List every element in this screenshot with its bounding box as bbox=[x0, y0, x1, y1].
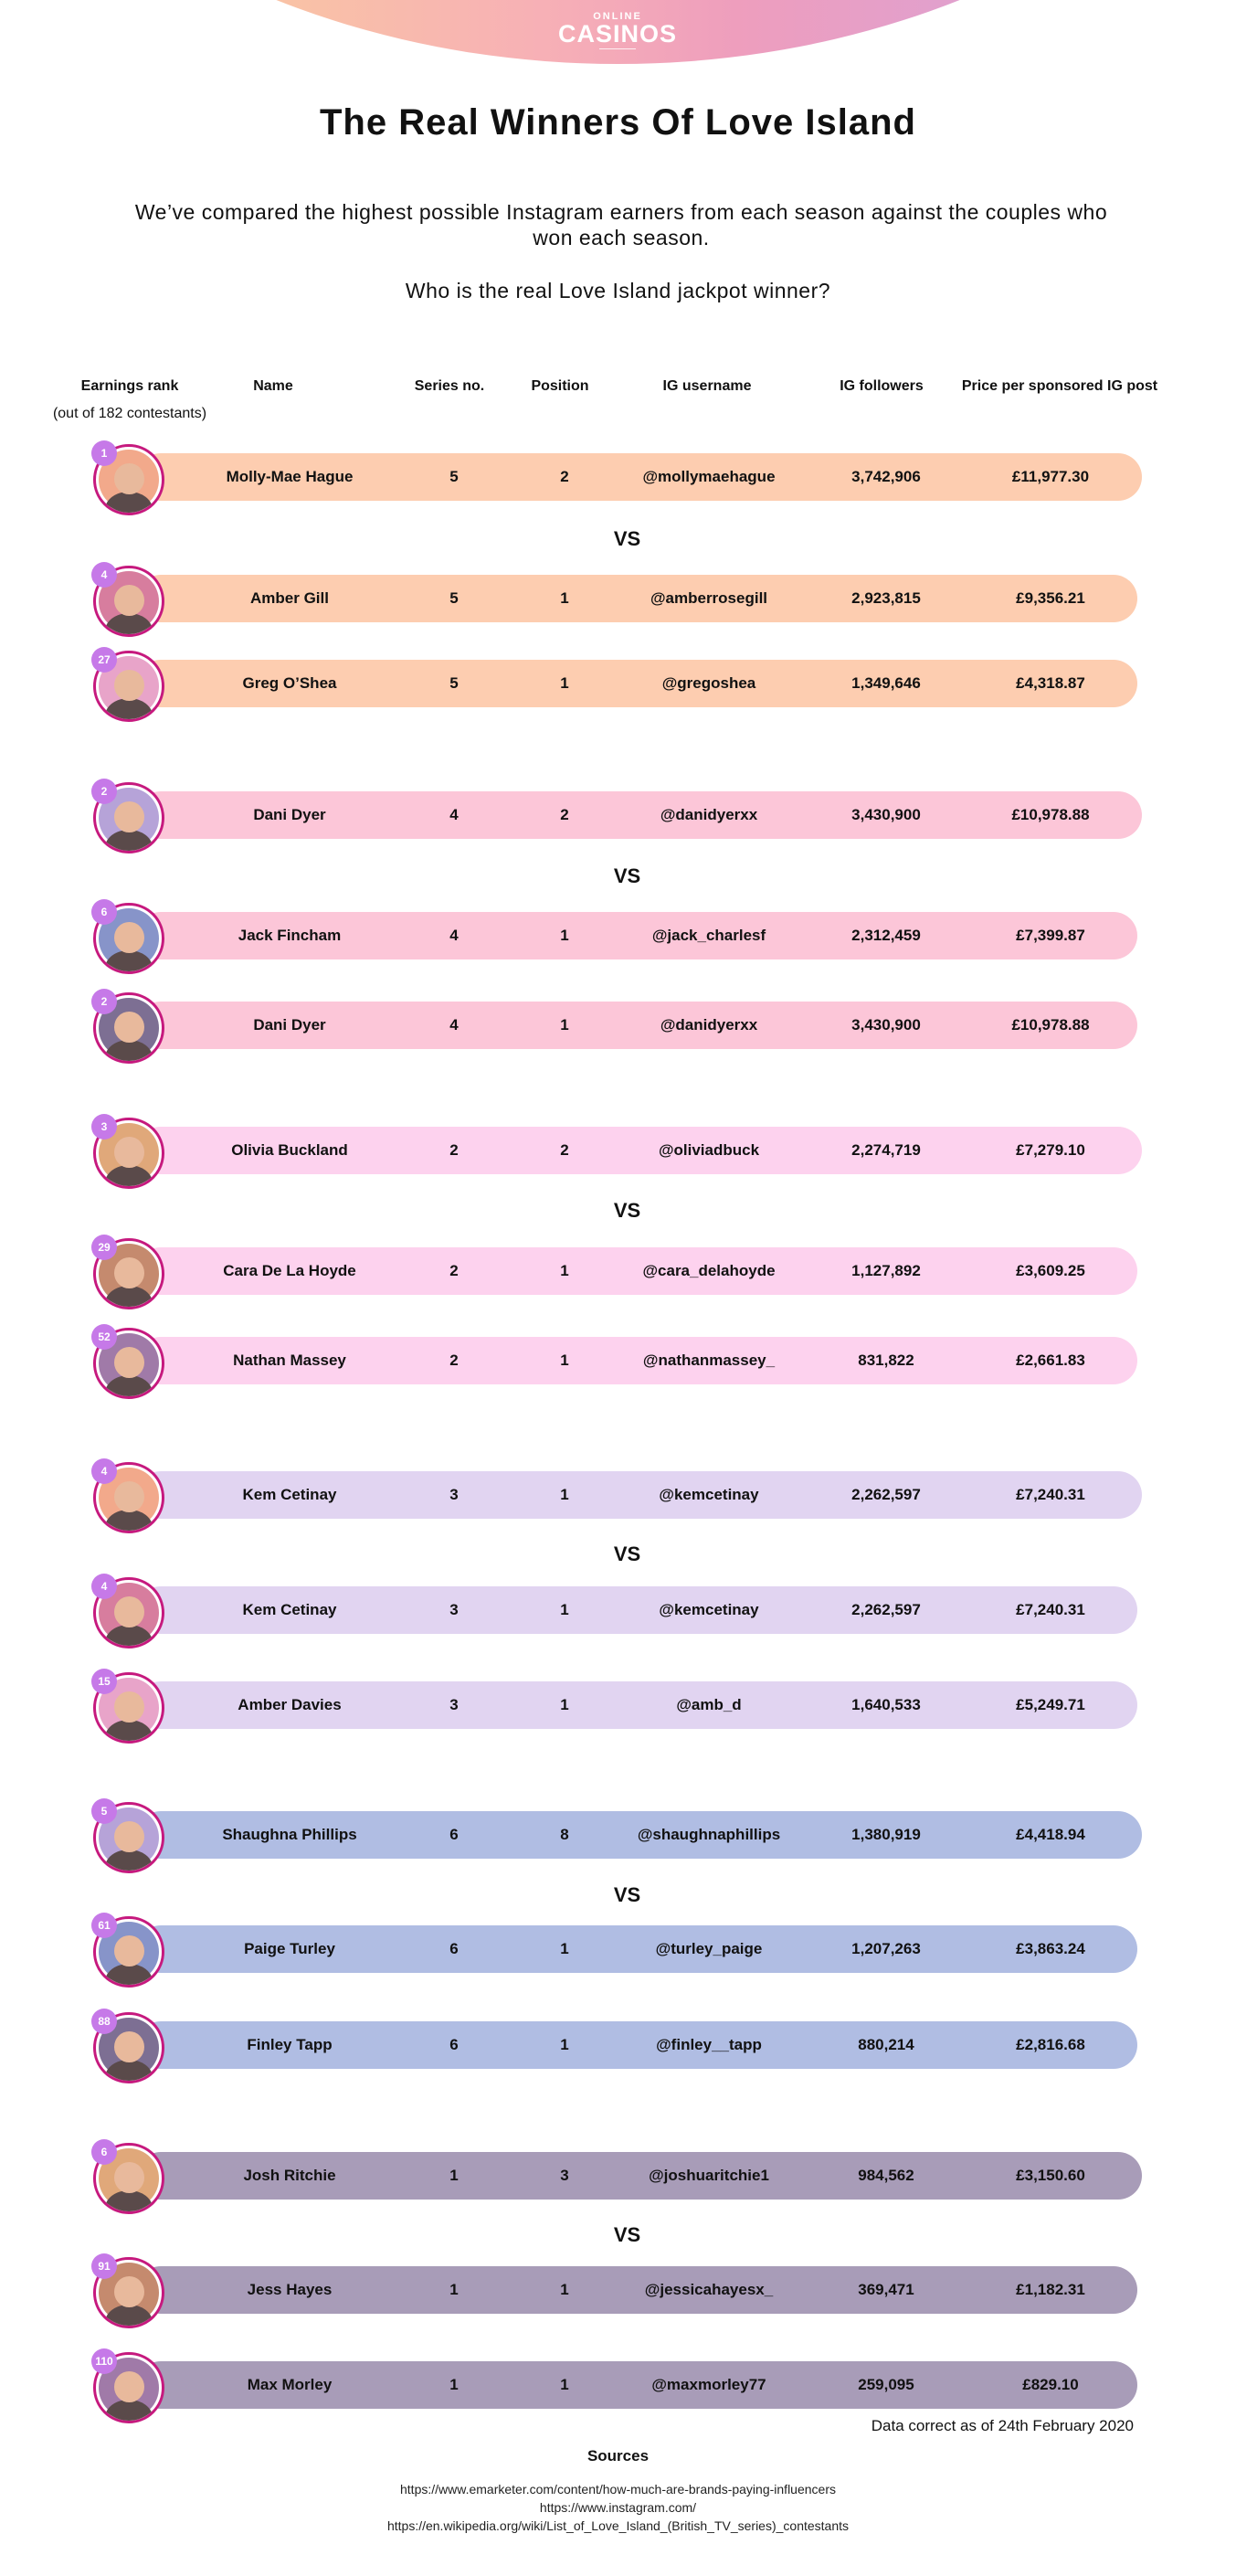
rank-badge: 3 bbox=[91, 1114, 117, 1140]
rank-badge: 52 bbox=[91, 1324, 117, 1350]
rank-badge: 110 bbox=[91, 2348, 117, 2374]
rank-badge: 5 bbox=[91, 1798, 117, 1824]
cell-name: Dani Dyer bbox=[253, 806, 326, 823]
column-header-name: Name bbox=[253, 378, 293, 394]
cell-position: 2 bbox=[560, 806, 569, 823]
avatar-face-shape bbox=[114, 1821, 144, 1852]
avatar-body-shape bbox=[105, 698, 153, 722]
rank-badge: 4 bbox=[91, 562, 117, 588]
table-row bbox=[0, 653, 1137, 707]
avatar-face-shape bbox=[114, 2031, 144, 2062]
avatar-body-shape bbox=[105, 1964, 153, 1988]
cell-username[interactable]: @oliviadbuck bbox=[658, 1141, 760, 1159]
cell-series: 2 bbox=[449, 1141, 459, 1159]
avatar-body-shape bbox=[105, 950, 153, 974]
avatar-body-shape bbox=[105, 2400, 153, 2423]
cell-position: 2 bbox=[560, 468, 569, 485]
table-row bbox=[0, 1120, 1142, 1174]
rank-badge: 6 bbox=[91, 2139, 117, 2165]
cell-series: 5 bbox=[449, 674, 459, 692]
cell-series: 3 bbox=[449, 1486, 459, 1503]
cell-followers: 1,380,919 bbox=[851, 1826, 921, 1843]
cell-followers: 369,471 bbox=[858, 2281, 914, 2298]
sources-heading: Sources bbox=[586, 2447, 650, 2465]
vs-divider: VS bbox=[613, 1199, 641, 1222]
cell-name: Dani Dyer bbox=[253, 1016, 326, 1034]
cell-username[interactable]: @amberrosegill bbox=[650, 589, 768, 607]
cell-series: 1 bbox=[449, 2167, 459, 2184]
table-row bbox=[0, 995, 1137, 1049]
rank-badge: 2 bbox=[91, 779, 117, 804]
avatar-face-shape bbox=[114, 2276, 144, 2307]
cell-position: 3 bbox=[560, 2167, 569, 2184]
avatar-face-shape bbox=[114, 1691, 144, 1723]
rank-badge: 88 bbox=[91, 2009, 117, 2034]
cell-followers: 2,262,597 bbox=[851, 1486, 921, 1503]
cell-series: 6 bbox=[449, 1940, 459, 1957]
table-row bbox=[0, 1465, 1142, 1519]
cell-followers: 1,349,646 bbox=[851, 674, 921, 692]
cell-price: £3,150.60 bbox=[1016, 2167, 1085, 2184]
cell-followers: 880,214 bbox=[858, 2036, 914, 2053]
avatar-body-shape bbox=[105, 1165, 153, 1189]
table-row bbox=[0, 1919, 1137, 1973]
table-row bbox=[0, 1675, 1137, 1729]
cell-name: Greg O’Shea bbox=[242, 674, 337, 692]
rank-badge: 91 bbox=[91, 2253, 117, 2279]
cell-series: 4 bbox=[449, 927, 459, 944]
rank-badge: 15 bbox=[91, 1669, 117, 1694]
cell-followers: 2,262,597 bbox=[851, 1601, 921, 1618]
cell-series: 5 bbox=[449, 589, 459, 607]
cell-price: £11,977.30 bbox=[1011, 468, 1090, 485]
avatar-body-shape bbox=[105, 2190, 153, 2214]
cell-name: Kem Cetinay bbox=[242, 1601, 337, 1618]
cell-followers: 2,312,459 bbox=[851, 927, 921, 944]
table-row bbox=[0, 2355, 1137, 2409]
cell-name: Nathan Massey bbox=[233, 1352, 346, 1369]
cell-followers: 1,640,533 bbox=[851, 1696, 921, 1713]
cell-username[interactable]: @shaughnaphillips bbox=[637, 1826, 781, 1843]
table-row bbox=[0, 568, 1137, 622]
cell-price: £2,816.68 bbox=[1016, 2036, 1085, 2053]
cell-series: 2 bbox=[449, 1352, 459, 1369]
cell-followers: 1,127,892 bbox=[851, 1262, 921, 1279]
cell-position: 1 bbox=[560, 674, 569, 692]
table-row bbox=[0, 1241, 1137, 1295]
column-header-followers: IG followers bbox=[840, 378, 924, 394]
source-link-instagram[interactable]: https://www.instagram.com/ bbox=[539, 2500, 697, 2515]
cell-series: 4 bbox=[449, 806, 459, 823]
cell-followers: 2,274,719 bbox=[851, 1141, 921, 1159]
avatar-body-shape bbox=[105, 1625, 153, 1648]
cell-price: £3,863.24 bbox=[1016, 1940, 1085, 1957]
avatar-body-shape bbox=[105, 1720, 153, 1744]
cell-followers: 3,430,900 bbox=[851, 806, 921, 823]
column-header-username: IG username bbox=[662, 378, 752, 394]
cell-series: 2 bbox=[449, 1262, 459, 1279]
avatar-face-shape bbox=[114, 1012, 144, 1043]
cell-price: £3,609.25 bbox=[1016, 1262, 1085, 1279]
cell-position: 1 bbox=[560, 1601, 569, 1618]
rank-badge: 1 bbox=[91, 440, 117, 466]
avatar-body-shape bbox=[105, 1040, 153, 1064]
vs-divider: VS bbox=[613, 1883, 641, 1906]
avatar-face-shape bbox=[114, 2162, 144, 2193]
table-row bbox=[0, 1330, 1137, 1384]
avatar-face-shape bbox=[114, 463, 144, 494]
cell-price: £10,978.88 bbox=[1011, 1016, 1090, 1034]
avatar-face-shape bbox=[114, 1596, 144, 1627]
logo-main-text: CASINOS bbox=[557, 20, 678, 48]
cell-username[interactable]: @turley_paige bbox=[655, 1940, 763, 1957]
table-row bbox=[0, 2260, 1137, 2314]
cell-name: Finley Tapp bbox=[247, 2036, 333, 2053]
cell-series: 6 bbox=[449, 2036, 459, 2053]
table-row bbox=[0, 906, 1137, 959]
cell-username[interactable]: @joshuaritchie1 bbox=[649, 2167, 769, 2184]
avatar-face-shape bbox=[114, 585, 144, 616]
cell-name: Amber Davies bbox=[238, 1696, 342, 1713]
table-row bbox=[0, 2146, 1142, 2200]
vs-divider: VS bbox=[613, 864, 641, 887]
cell-series: 1 bbox=[449, 2281, 459, 2298]
cell-price: £5,249.71 bbox=[1016, 1696, 1085, 1713]
table-row bbox=[0, 785, 1142, 839]
cell-followers: 2,923,815 bbox=[851, 589, 921, 607]
cell-username[interactable]: @gregoshea bbox=[661, 674, 756, 692]
cell-username[interactable]: @maxmorley77 bbox=[651, 2376, 766, 2393]
cell-username[interactable]: @kemcetinay bbox=[659, 1601, 759, 1618]
cell-position: 1 bbox=[560, 1262, 569, 1279]
cell-price: £1,182.31 bbox=[1016, 2281, 1085, 2298]
avatar-face-shape bbox=[114, 801, 144, 832]
cell-series: 4 bbox=[449, 1016, 459, 1034]
cell-name: Kem Cetinay bbox=[242, 1486, 337, 1503]
avatar-face-shape bbox=[114, 1935, 144, 1966]
avatar-body-shape bbox=[105, 2305, 153, 2328]
cell-username[interactable]: @danidyerxx bbox=[660, 1016, 758, 1034]
logo-underline bbox=[599, 48, 636, 49]
cell-series: 3 bbox=[449, 1601, 459, 1618]
rank-badge: 4 bbox=[91, 1458, 117, 1484]
cell-name: Amber Gill bbox=[250, 589, 329, 607]
cell-series: 3 bbox=[449, 1696, 459, 1713]
cell-price: £7,240.31 bbox=[1016, 1486, 1085, 1503]
avatar-face-shape bbox=[114, 2371, 144, 2402]
avatar-body-shape bbox=[105, 1286, 153, 1309]
rank-badge: 61 bbox=[91, 1913, 117, 1938]
cell-name: Olivia Buckland bbox=[231, 1141, 348, 1159]
vs-divider: VS bbox=[613, 2223, 641, 2246]
table-row bbox=[0, 1580, 1137, 1634]
cell-price: £4,418.94 bbox=[1016, 1826, 1085, 1843]
cell-position: 1 bbox=[560, 927, 569, 944]
cell-series: 6 bbox=[449, 1826, 459, 1843]
cell-series: 5 bbox=[449, 468, 459, 485]
cell-username[interactable]: @mollymaehague bbox=[642, 468, 776, 485]
cell-username[interactable]: @finley__tapp bbox=[656, 2036, 762, 2053]
cell-name: Shaughna Phillips bbox=[222, 1826, 357, 1843]
rank-badge: 6 bbox=[91, 899, 117, 925]
cell-price: £7,399.87 bbox=[1016, 927, 1085, 944]
cell-price: £9,356.21 bbox=[1016, 589, 1085, 607]
cell-price: £829.10 bbox=[1022, 2376, 1079, 2393]
cell-username[interactable]: @jessicahayesx_ bbox=[644, 2281, 774, 2298]
table-row bbox=[0, 447, 1142, 501]
avatar-body-shape bbox=[105, 2060, 153, 2083]
avatar-face-shape bbox=[114, 1347, 144, 1378]
column-header-rank: Earnings rank bbox=[80, 378, 179, 394]
cell-position: 1 bbox=[560, 589, 569, 607]
cell-position: 1 bbox=[560, 1486, 569, 1503]
cell-position: 1 bbox=[560, 2036, 569, 2053]
vs-divider: VS bbox=[613, 527, 641, 550]
cell-position: 1 bbox=[560, 2376, 569, 2393]
cell-username[interactable]: @amb_d bbox=[676, 1696, 742, 1713]
cell-followers: 831,822 bbox=[858, 1352, 914, 1369]
avatar-face-shape bbox=[114, 1481, 144, 1512]
avatar-body-shape bbox=[105, 1850, 153, 1873]
table-row bbox=[0, 1805, 1142, 1859]
cell-followers: 984,562 bbox=[858, 2167, 914, 2184]
cell-name: Jess Hayes bbox=[247, 2281, 333, 2298]
rank-badge: 29 bbox=[91, 1235, 117, 1260]
source-link-emarketer[interactable]: https://www.emarketer.com/content/how-much-are-brands-paying-influencers bbox=[400, 2482, 836, 2496]
avatar-face-shape bbox=[114, 922, 144, 953]
source-link-wikipedia[interactable]: https://en.wikipedia.org/wiki/List_of_Love_Island_(British_TV_series)_contestants bbox=[386, 2518, 850, 2533]
column-header-rank-subtitle: (out of 182 contestants) bbox=[52, 406, 207, 421]
cell-price: £4,318.87 bbox=[1016, 674, 1085, 692]
cell-name: Cara De La Hoyde bbox=[223, 1262, 356, 1279]
avatar-body-shape bbox=[105, 1375, 153, 1399]
cell-price: £2,661.83 bbox=[1016, 1352, 1085, 1369]
avatar-body-shape bbox=[105, 492, 153, 515]
cell-username[interactable]: @kemcetinay bbox=[659, 1486, 759, 1503]
vs-divider: VS bbox=[613, 1542, 641, 1565]
avatar-face-shape bbox=[114, 670, 144, 701]
page-title: The Real Winners Of Love Island bbox=[320, 102, 916, 143]
site-logo[interactable] bbox=[526, 11, 709, 49]
avatar-body-shape bbox=[105, 830, 153, 853]
cell-price: £7,279.10 bbox=[1016, 1141, 1085, 1159]
intro-text: We’ve compared the highest possible Instagram earners from each season against the couples who won each season. bbox=[134, 200, 1108, 249]
cell-position: 1 bbox=[560, 2281, 569, 2298]
column-header-position: Position bbox=[531, 378, 589, 394]
cell-position: 2 bbox=[560, 1141, 569, 1159]
cell-followers: 1,207,263 bbox=[851, 1940, 921, 1957]
logo-top-text: ONLINE bbox=[593, 11, 642, 22]
rank-badge: 2 bbox=[91, 989, 117, 1014]
data-date-footnote: Data correct as of 24th February 2020 bbox=[871, 2417, 1134, 2434]
cell-position: 1 bbox=[560, 1940, 569, 1957]
cell-username[interactable]: @jack_charlesf bbox=[651, 927, 766, 944]
cell-position: 1 bbox=[560, 1016, 569, 1034]
cell-name: Jack Fincham bbox=[238, 927, 342, 944]
avatar-body-shape bbox=[105, 613, 153, 637]
cell-username[interactable]: @cara_delahoyde bbox=[642, 1262, 776, 1279]
avatar-body-shape bbox=[105, 1510, 153, 1533]
cell-name: Josh Ritchie bbox=[243, 2167, 336, 2184]
question-text: Who is the real Love Island jackpot winner? bbox=[405, 279, 831, 302]
cell-followers: 3,430,900 bbox=[851, 1016, 921, 1034]
cell-position: 8 bbox=[560, 1826, 569, 1843]
cell-price: £10,978.88 bbox=[1011, 806, 1090, 823]
cell-username[interactable]: @danidyerxx bbox=[660, 806, 758, 823]
rank-badge: 27 bbox=[91, 647, 117, 673]
cell-position: 1 bbox=[560, 1352, 569, 1369]
rank-badge: 4 bbox=[91, 1574, 117, 1599]
column-header-price: Price per sponsored IG post bbox=[961, 378, 1158, 394]
cell-name: Paige Turley bbox=[244, 1940, 335, 1957]
avatar-face-shape bbox=[114, 1257, 144, 1288]
cell-price: £7,240.31 bbox=[1016, 1601, 1085, 1618]
cell-name: Molly-Mae Hague bbox=[226, 468, 354, 485]
column-header-series: Series no. bbox=[414, 378, 485, 394]
cell-followers: 3,742,906 bbox=[851, 468, 921, 485]
cell-username[interactable]: @nathanmassey_ bbox=[642, 1352, 776, 1369]
cell-name: Max Morley bbox=[247, 2376, 333, 2393]
cell-series: 1 bbox=[449, 2376, 459, 2393]
table-row bbox=[0, 2015, 1137, 2069]
avatar-face-shape bbox=[114, 1137, 144, 1168]
cell-followers: 259,095 bbox=[858, 2376, 914, 2393]
cell-position: 1 bbox=[560, 1696, 569, 1713]
